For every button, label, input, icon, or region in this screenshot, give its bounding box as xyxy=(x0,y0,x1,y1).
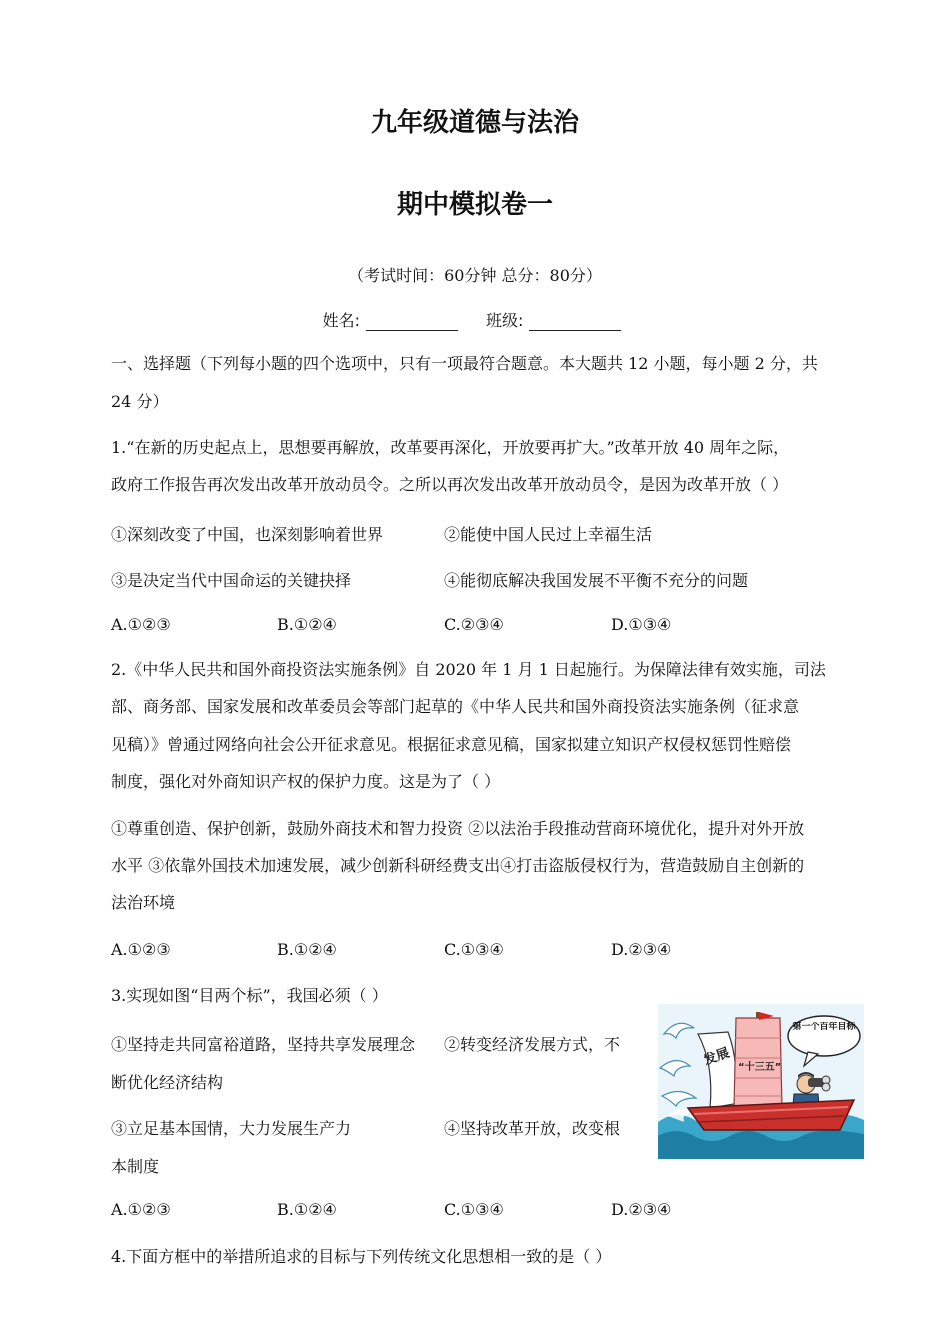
class-label: 班级: xyxy=(486,311,524,330)
q2-option-b[interactable]: B.①②④ xyxy=(277,940,337,959)
q1-stem-line2: 政府工作报告再次发出改革开放动员令。之所以再次发出改革开放动员令，是因为改革开放（ ） xyxy=(111,475,789,494)
q1-option-c[interactable]: C.②③④ xyxy=(444,615,504,634)
q3-option-d[interactable]: D.②③④ xyxy=(611,1200,672,1219)
q3-option-a[interactable]: A.①②③ xyxy=(111,1200,171,1219)
exam-info: （考试时间：60分钟 总分：80分） xyxy=(348,266,602,285)
q2-stem-line2: 部、商务部、国家发展和改革委员会等部门起草的《中华人民共和国外商投资法实施条例（征求意 xyxy=(111,697,800,716)
q2-statements-line2: 水平 ③依靠外国技术加速发展，减少创新科研经费支出④打击盗版侵权行为，营造鼓励自主创新的 xyxy=(111,856,805,875)
q3-statement-3: ③立足基本国情，大力发展生产力 xyxy=(111,1119,352,1138)
name-label: 姓名: xyxy=(322,311,360,330)
q1-option-d[interactable]: D.①③④ xyxy=(611,615,672,634)
cartoon-main-sail-text: “十三五” xyxy=(738,1062,782,1073)
q1-option-a[interactable]: A.①②③ xyxy=(111,615,171,634)
name-blank[interactable] xyxy=(366,316,458,331)
q3-option-b[interactable]: B.①②④ xyxy=(277,1200,337,1219)
q1-option-b[interactable]: B.①②④ xyxy=(277,615,337,634)
q2-stem-line3: 见稿）》曾通过网络向社会公开征求意见。根据征求意见稿，国家拟建立知识产权侵权惩罚性赔偿 xyxy=(111,735,792,754)
q3-statement-4: ④坚持改革开放，改变根 xyxy=(444,1119,621,1138)
page-subtitle: 期中模拟卷一 xyxy=(396,190,553,220)
q2-option-c[interactable]: C.①③④ xyxy=(444,940,504,959)
cartoon-left-sail-text: 发展 xyxy=(702,1045,732,1069)
q1-statement-2: ②能使中国人民过上幸福生活 xyxy=(444,525,653,544)
q1-stem-line1: 1.“在新的历史起点上，思想要再解放，改革要再深化，开放要再扩大。”改革开放 40 周年之际， xyxy=(111,438,790,457)
q2-statements-line1: ①尊重创造、保护创新，鼓励外商技术和智力投资 ②以法治手段推动营商环境优化，提升对外开放 xyxy=(111,819,805,838)
q2-option-a[interactable]: A.①②③ xyxy=(111,940,171,959)
page-title: 九年级道德与法治 xyxy=(370,108,579,138)
q2-statements-line3: 法治环境 xyxy=(111,893,176,912)
cartoon-bubble-text: 第一个百年目标 xyxy=(792,1022,856,1032)
q2-option-d[interactable]: D.②③④ xyxy=(611,940,672,959)
section-heading-line1: 一、选择题（下列每小题的四个选项中，只有一项最符合题意。本大题共 12 小题，每小题 2 分，共 xyxy=(111,354,818,373)
q3-stem: 3.实现如图“目两个标”，我国必须（ ） xyxy=(111,986,388,1005)
q2-stem-line1: 2.《中华人民共和国外商投资法实施条例》自 2020 年 1 月 1 日起施行。为保障法律有效实施，司法 xyxy=(111,660,826,679)
q1-statement-4: ④能彻底解决我国发展不平衡不充分的问题 xyxy=(444,571,749,590)
q3-statement-4-cont: 本制度 xyxy=(111,1157,160,1176)
q1-statement-1: ①深刻改变了中国，也深刻影响着世界 xyxy=(111,525,384,544)
q3-statement-2: ②转变经济发展方式，不 xyxy=(444,1035,621,1054)
student-info-row xyxy=(0,308,950,331)
q3-cartoon-illustration xyxy=(658,1004,864,1159)
section-heading-line2: 24 分） xyxy=(111,392,169,411)
q3-statement-1: ①坚持走共同富裕道路，坚持共享发展理念 xyxy=(111,1035,416,1054)
class-blank[interactable] xyxy=(529,316,621,331)
q2-stem-line4: 制度，强化对外商知识产权的保护力度。这是为了（ ） xyxy=(111,772,501,791)
q3-option-c[interactable]: C.①③④ xyxy=(444,1200,504,1219)
q1-statement-3: ③是决定当代中国命运的关键抉择 xyxy=(111,571,352,590)
q4-stem: 4.下面方框中的举措所追求的目标与下列传统文化思想相一致的是（ ） xyxy=(111,1247,612,1266)
q3-statement-2-cont: 断优化经济结构 xyxy=(111,1073,224,1092)
